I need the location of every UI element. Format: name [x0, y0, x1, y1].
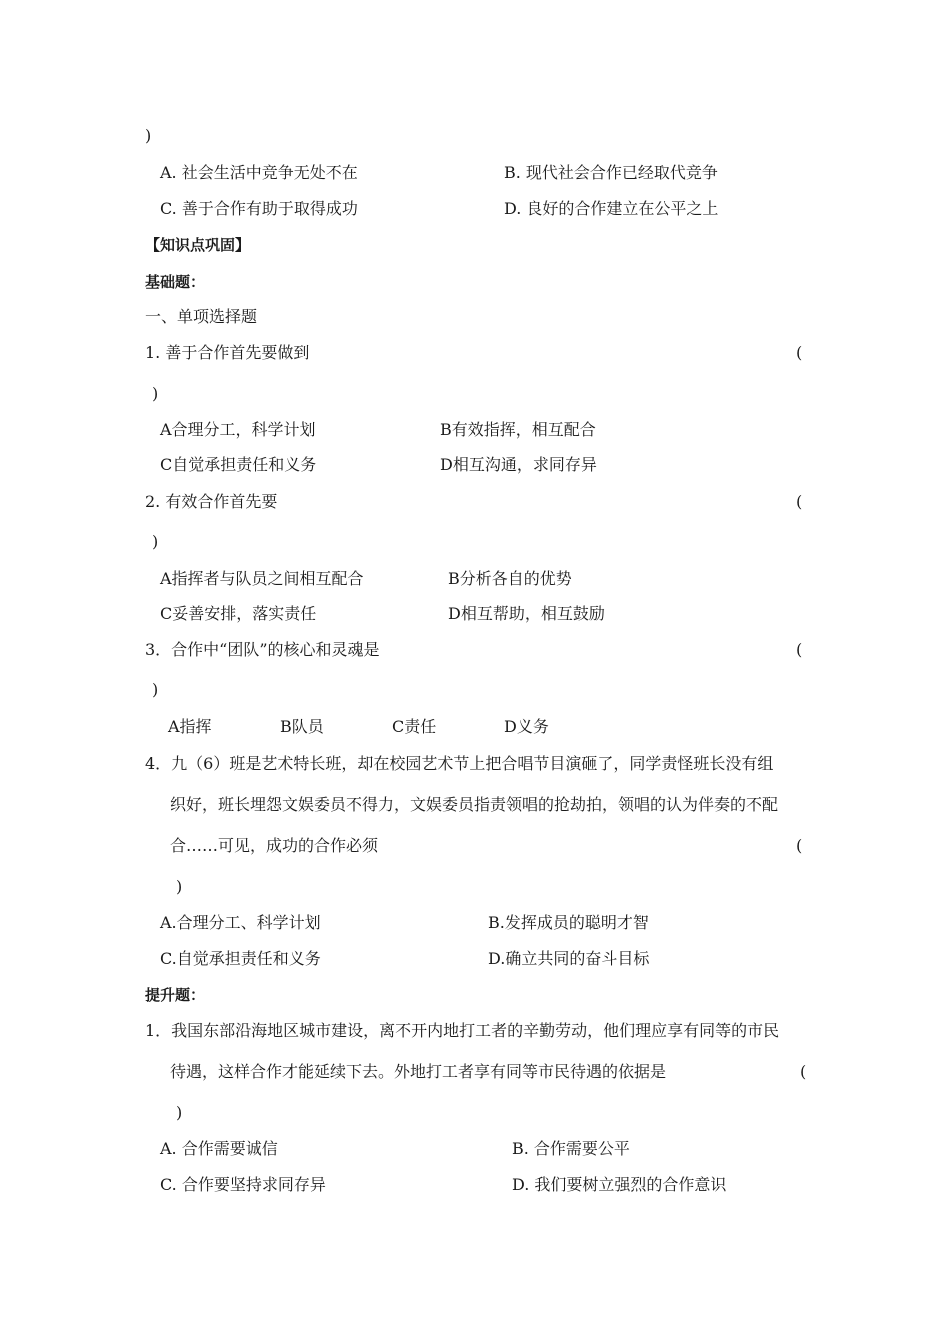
question-2-stem: 2. 有效合作首先要: [145, 492, 278, 511]
answer-close-paren: ): [176, 1103, 183, 1122]
adv-option-b: B. 合作需要公平: [512, 1139, 630, 1158]
question-4-stem-line-3: 合……可见，成功的合作必须: [170, 836, 379, 855]
q4-option-c: C.自觉承担责任和义务: [160, 949, 321, 968]
answer-close-paren: ): [152, 384, 159, 403]
answer-open-paren: (: [800, 1062, 807, 1081]
q4-option-d: D.确立共同的奋斗目标: [488, 949, 650, 968]
basic-heading: 基础题：: [145, 273, 206, 291]
advanced-q1-stem-line-2: 待遇，这样合作才能延续下去。外地打工者享有同等市民待遇的依据是: [170, 1062, 667, 1081]
answer-open-paren: (: [796, 836, 803, 855]
q3-option-d: D义务: [504, 717, 549, 736]
question-1-stem: 1. 善于合作首先要做到: [145, 343, 310, 362]
option-b: B. 现代社会合作已经取代竞争: [504, 163, 718, 182]
q2-option-a: A指挥者与队员之间相互配合: [160, 569, 364, 588]
answer-open-paren: (: [796, 343, 803, 362]
question-4-stem-line-1: 4．九（6）班是艺术特长班，却在校园艺术节上把合唱节目演砸了，同学责怪班长没有组: [145, 754, 774, 773]
close-paren: ): [145, 126, 152, 145]
option-a: A. 社会生活中竞争无处不在: [160, 163, 358, 182]
advanced-q1-stem-line-1: 1．我国东部沿海地区城市建设，离不开内地打工者的辛勤劳动，他们理应享有同等的市民: [145, 1021, 780, 1040]
answer-close-paren: ): [152, 680, 159, 699]
answer-open-paren: (: [796, 640, 803, 659]
answer-close-paren: ): [152, 532, 159, 551]
adv-option-d: D. 我们要树立强烈的合作意识: [512, 1175, 727, 1194]
q1-option-a: A合理分工，科学计划: [160, 420, 316, 439]
q2-option-c: C妥善安排，落实责任: [160, 604, 317, 623]
adv-option-a: A. 合作需要诚信: [160, 1139, 278, 1158]
q2-option-b: B分析各自的优势: [448, 569, 572, 588]
q3-option-a: A指挥: [168, 717, 212, 736]
q4-option-a: A.合理分工、科学计划: [160, 913, 321, 932]
answer-close-paren: ): [176, 877, 183, 896]
adv-option-c: C. 合作要坚持求同存异: [160, 1175, 326, 1194]
q1-option-b: B有效指挥，相互配合: [440, 420, 596, 439]
question-4-stem-line-2: 织好，班长埋怨文娱委员不得力，文娱委员指责领唱的抢劫拍，领唱的认为伴奏的不配: [170, 795, 779, 814]
q4-option-b: B.发挥成员的聪明才智: [488, 913, 649, 932]
single-choice-heading: 一、单项选择题: [145, 307, 258, 326]
q3-option-b: B队员: [280, 717, 324, 736]
option-c: C. 善于合作有助于取得成功: [160, 199, 358, 218]
section-title: 【知识点巩固】: [145, 236, 251, 254]
answer-open-paren: (: [796, 492, 803, 511]
option-d: D. 良好的合作建立在公平之上: [504, 199, 719, 218]
q1-option-d: D相互沟通，求同存异: [440, 455, 597, 474]
q1-option-c: C自觉承担责任和义务: [160, 455, 317, 474]
advanced-heading: 提升题：: [145, 986, 206, 1004]
q3-option-c: C责任: [392, 717, 437, 736]
q2-option-d: D相互帮助，相互鼓励: [448, 604, 605, 623]
question-3-stem: 3．合作中“团队”的核心和灵魂是: [145, 640, 380, 659]
